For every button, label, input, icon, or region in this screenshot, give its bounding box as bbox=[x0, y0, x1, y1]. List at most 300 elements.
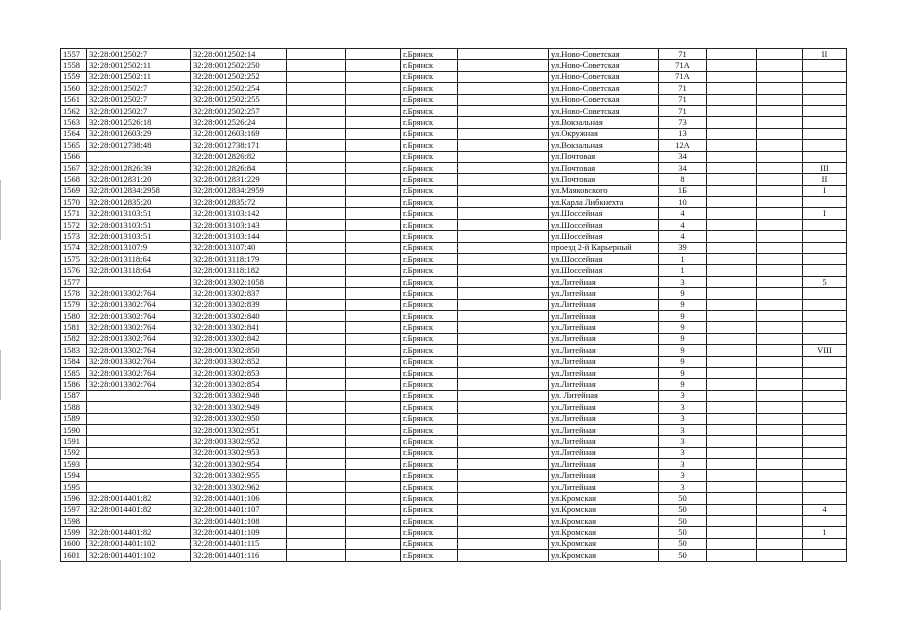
city-cell: г.Брянск bbox=[401, 242, 458, 253]
row-number: 1567 bbox=[61, 162, 87, 173]
empty-cell bbox=[458, 424, 549, 435]
table-row bbox=[61, 185, 847, 196]
empty-cell bbox=[707, 459, 757, 470]
row-number: 1576 bbox=[61, 265, 87, 276]
house-number-cell: 3 bbox=[659, 390, 707, 401]
house-number-cell: 3 bbox=[659, 424, 707, 435]
city-cell: г.Брянск bbox=[401, 310, 458, 321]
empty-cell bbox=[458, 504, 549, 515]
empty-cell bbox=[458, 481, 549, 492]
house-number-cell: 73 bbox=[659, 117, 707, 128]
empty-cell bbox=[287, 94, 346, 105]
mark-cell bbox=[803, 470, 847, 481]
street-cell: ул.Окружная bbox=[549, 128, 659, 139]
street-cell: ул.Кромская bbox=[549, 493, 659, 504]
mark-cell bbox=[803, 481, 847, 492]
city-cell: г.Брянск bbox=[401, 504, 458, 515]
empty-cell bbox=[287, 299, 346, 310]
cadastral-number: 32:28:0012502:255 bbox=[191, 94, 287, 105]
empty-cell bbox=[346, 265, 401, 276]
street-cell: ул.Ново-Советская bbox=[549, 49, 659, 60]
empty-cell bbox=[757, 402, 803, 413]
row-number: 1569 bbox=[61, 185, 87, 196]
cadastral-number: 32:28:0012738:171 bbox=[191, 140, 287, 151]
row-number: 1593 bbox=[61, 459, 87, 470]
empty-cell bbox=[707, 162, 757, 173]
empty-cell bbox=[757, 276, 803, 287]
empty-cell bbox=[757, 379, 803, 390]
cadastral-number: 32:28:0014401:109 bbox=[191, 527, 287, 538]
empty-cell bbox=[346, 140, 401, 151]
cadastral-number-parent: 32:28:0012502:7 bbox=[87, 94, 191, 105]
street-cell: ул.Вокзальная bbox=[549, 140, 659, 151]
empty-cell bbox=[346, 436, 401, 447]
city-cell: г.Брянск bbox=[401, 60, 458, 71]
empty-cell bbox=[707, 219, 757, 230]
row-number: 1587 bbox=[61, 390, 87, 401]
house-number-cell: 3 bbox=[659, 402, 707, 413]
empty-cell bbox=[458, 493, 549, 504]
empty-cell bbox=[757, 174, 803, 185]
table-row bbox=[61, 94, 847, 105]
city-cell: г.Брянск bbox=[401, 174, 458, 185]
empty-cell bbox=[287, 402, 346, 413]
empty-cell bbox=[757, 390, 803, 401]
empty-cell bbox=[757, 94, 803, 105]
row-number: 1561 bbox=[61, 94, 87, 105]
empty-cell bbox=[346, 299, 401, 310]
cadastral-number-parent: 32:28:0013302:764 bbox=[87, 356, 191, 367]
street-cell: ул.Литейная bbox=[549, 447, 659, 458]
row-number: 1562 bbox=[61, 105, 87, 116]
house-number-cell: 50 bbox=[659, 516, 707, 527]
empty-cell bbox=[346, 105, 401, 116]
cadastral-number-parent: 32:28:0012826:39 bbox=[87, 162, 191, 173]
table-row bbox=[61, 424, 847, 435]
empty-cell bbox=[287, 367, 346, 378]
cadastral-number: 32:28:0013302:1058 bbox=[191, 276, 287, 287]
empty-cell bbox=[707, 333, 757, 344]
empty-cell bbox=[707, 105, 757, 116]
empty-cell bbox=[287, 60, 346, 71]
empty-cell bbox=[458, 83, 549, 94]
empty-cell bbox=[707, 83, 757, 94]
empty-cell bbox=[458, 219, 549, 230]
city-cell: г.Брянск bbox=[401, 322, 458, 333]
house-number-cell: 71А bbox=[659, 60, 707, 71]
street-cell: ул.Литейная bbox=[549, 459, 659, 470]
empty-cell bbox=[707, 276, 757, 287]
table-row bbox=[61, 538, 847, 549]
empty-cell bbox=[458, 379, 549, 390]
city-cell: г.Брянск bbox=[401, 402, 458, 413]
city-cell: г.Брянск bbox=[401, 49, 458, 60]
table-row bbox=[61, 208, 847, 219]
cadastral-number: 32:28:0013302:950 bbox=[191, 413, 287, 424]
street-cell: ул.Кромская bbox=[549, 504, 659, 515]
row-number: 1578 bbox=[61, 288, 87, 299]
city-cell: г.Брянск bbox=[401, 83, 458, 94]
empty-cell bbox=[707, 436, 757, 447]
table-row bbox=[61, 390, 847, 401]
cadastral-number-parent: 32:28:0013118:64 bbox=[87, 254, 191, 265]
empty-cell bbox=[346, 117, 401, 128]
table-row bbox=[61, 493, 847, 504]
city-cell: г.Брянск bbox=[401, 299, 458, 310]
cadastral-number-parent: 32:28:0012603:29 bbox=[87, 128, 191, 139]
empty-cell bbox=[757, 71, 803, 82]
house-number-cell: 4 bbox=[659, 219, 707, 230]
city-cell: г.Брянск bbox=[401, 516, 458, 527]
table-row bbox=[61, 276, 847, 287]
empty-cell bbox=[458, 60, 549, 71]
row-number: 1557 bbox=[61, 49, 87, 60]
mark-cell bbox=[803, 516, 847, 527]
empty-cell bbox=[287, 527, 346, 538]
table-row bbox=[61, 288, 847, 299]
table-row bbox=[61, 60, 847, 71]
cadastral-number: 32:28:0013302:953 bbox=[191, 447, 287, 458]
empty-cell bbox=[346, 254, 401, 265]
city-cell: г.Брянск bbox=[401, 356, 458, 367]
cadastral-number-parent bbox=[87, 516, 191, 527]
mark-cell bbox=[803, 231, 847, 242]
house-number-cell: 3 bbox=[659, 481, 707, 492]
mark-cell bbox=[803, 83, 847, 94]
empty-cell bbox=[287, 71, 346, 82]
street-cell: ул.Кромская bbox=[549, 527, 659, 538]
empty-cell bbox=[287, 208, 346, 219]
house-number-cell: 3 bbox=[659, 470, 707, 481]
cadastral-number-parent: 32:28:0013302:764 bbox=[87, 288, 191, 299]
scan-edge-mark bbox=[0, 180, 1, 240]
empty-cell bbox=[287, 379, 346, 390]
cadastral-number: 32:28:0013302:840 bbox=[191, 310, 287, 321]
house-number-cell: 50 bbox=[659, 538, 707, 549]
empty-cell bbox=[346, 367, 401, 378]
empty-cell bbox=[757, 117, 803, 128]
street-cell: ул.Литейная bbox=[549, 356, 659, 367]
table-row bbox=[61, 459, 847, 470]
empty-cell bbox=[287, 447, 346, 458]
mark-cell bbox=[803, 128, 847, 139]
mark-cell bbox=[803, 140, 847, 151]
empty-cell bbox=[346, 527, 401, 538]
street-cell: проезд 2-й Карьерный bbox=[549, 242, 659, 253]
house-number-cell: 1Б bbox=[659, 185, 707, 196]
empty-cell bbox=[287, 538, 346, 549]
mark-cell bbox=[803, 538, 847, 549]
cadastral-number: 32:28:0013302:839 bbox=[191, 299, 287, 310]
house-number-cell: 9 bbox=[659, 333, 707, 344]
house-number-cell: 9 bbox=[659, 379, 707, 390]
cadastral-number-parent: 32:28:0012835:20 bbox=[87, 197, 191, 208]
empty-cell bbox=[707, 49, 757, 60]
empty-cell bbox=[458, 516, 549, 527]
empty-cell bbox=[707, 424, 757, 435]
house-number-cell: 50 bbox=[659, 504, 707, 515]
mark-cell: I bbox=[803, 208, 847, 219]
mark-cell bbox=[803, 219, 847, 230]
street-cell: ул.Литейная bbox=[549, 379, 659, 390]
cadastral-number-parent bbox=[87, 151, 191, 162]
cadastral-number-parent: 32:28:0012502:11 bbox=[87, 71, 191, 82]
empty-cell bbox=[707, 367, 757, 378]
empty-cell bbox=[757, 49, 803, 60]
row-number: 1596 bbox=[61, 493, 87, 504]
street-cell: ул.Литейная bbox=[549, 288, 659, 299]
cadastral-number-parent: 32:28:0013302:764 bbox=[87, 333, 191, 344]
row-number: 1601 bbox=[61, 550, 87, 561]
house-number-cell: 71 bbox=[659, 105, 707, 116]
cadastral-number-parent bbox=[87, 402, 191, 413]
cadastral-number: 32:28:0012502:254 bbox=[191, 83, 287, 94]
mark-cell bbox=[803, 333, 847, 344]
mark-cell bbox=[803, 151, 847, 162]
mark-cell bbox=[803, 459, 847, 470]
table-row bbox=[61, 356, 847, 367]
row-number: 1597 bbox=[61, 504, 87, 515]
table-row bbox=[61, 447, 847, 458]
house-number-cell: 9 bbox=[659, 310, 707, 321]
row-number: 1558 bbox=[61, 60, 87, 71]
mark-cell: VIII bbox=[803, 345, 847, 356]
empty-cell bbox=[757, 447, 803, 458]
empty-cell bbox=[458, 185, 549, 196]
house-number-cell: 8 bbox=[659, 174, 707, 185]
mark-cell: 1 bbox=[803, 527, 847, 538]
mark-cell: 5 bbox=[803, 276, 847, 287]
empty-cell bbox=[707, 310, 757, 321]
cadastral-number: 32:28:0013302:949 bbox=[191, 402, 287, 413]
city-cell: г.Брянск bbox=[401, 276, 458, 287]
cadastral-number-parent bbox=[87, 447, 191, 458]
empty-cell bbox=[346, 162, 401, 173]
empty-cell bbox=[346, 242, 401, 253]
house-number-cell: 13 bbox=[659, 128, 707, 139]
empty-cell bbox=[458, 94, 549, 105]
empty-cell bbox=[346, 151, 401, 162]
empty-cell bbox=[458, 276, 549, 287]
empty-cell bbox=[287, 162, 346, 173]
empty-cell bbox=[287, 83, 346, 94]
house-number-cell: 71 bbox=[659, 83, 707, 94]
empty-cell bbox=[707, 538, 757, 549]
empty-cell bbox=[757, 493, 803, 504]
table-row bbox=[61, 174, 847, 185]
cadastral-number-parent: 32:28:0012502:7 bbox=[87, 105, 191, 116]
empty-cell bbox=[346, 71, 401, 82]
empty-cell bbox=[346, 174, 401, 185]
cadastral-number: 32:28:0012835:72 bbox=[191, 197, 287, 208]
empty-cell bbox=[287, 436, 346, 447]
empty-cell bbox=[707, 94, 757, 105]
house-number-cell: 1 bbox=[659, 254, 707, 265]
empty-cell bbox=[458, 197, 549, 208]
city-cell: г.Брянск bbox=[401, 367, 458, 378]
cadastral-number: 32:28:0012603:169 bbox=[191, 128, 287, 139]
empty-cell bbox=[458, 231, 549, 242]
empty-cell bbox=[707, 356, 757, 367]
empty-cell bbox=[757, 504, 803, 515]
empty-cell bbox=[757, 322, 803, 333]
empty-cell bbox=[346, 516, 401, 527]
empty-cell bbox=[287, 242, 346, 253]
cadastral-number: 32:28:0013302:852 bbox=[191, 356, 287, 367]
cadastral-number-parent: 32:28:0014401:102 bbox=[87, 550, 191, 561]
empty-cell bbox=[707, 493, 757, 504]
empty-cell bbox=[707, 413, 757, 424]
cadastral-number: 32:28:0013302:837 bbox=[191, 288, 287, 299]
city-cell: г.Брянск bbox=[401, 128, 458, 139]
table-row bbox=[61, 299, 847, 310]
row-number: 1571 bbox=[61, 208, 87, 219]
cadastral-number: 32:28:0012526:24 bbox=[191, 117, 287, 128]
cadastral-number-parent: 32:28:0012831:20 bbox=[87, 174, 191, 185]
row-number: 1586 bbox=[61, 379, 87, 390]
mark-cell bbox=[803, 413, 847, 424]
empty-cell bbox=[287, 390, 346, 401]
cadastral-number: 32:28:0013302:952 bbox=[191, 436, 287, 447]
table-row bbox=[61, 117, 847, 128]
city-cell: г.Брянск bbox=[401, 94, 458, 105]
city-cell: г.Брянск bbox=[401, 162, 458, 173]
house-number-cell: 3 bbox=[659, 459, 707, 470]
empty-cell bbox=[458, 436, 549, 447]
cadastral-number: 32:28:0014401:107 bbox=[191, 504, 287, 515]
cadastral-number: 32:28:0012826:82 bbox=[191, 151, 287, 162]
empty-cell bbox=[287, 174, 346, 185]
empty-cell bbox=[458, 413, 549, 424]
street-cell: ул.Ново-Советская bbox=[549, 71, 659, 82]
empty-cell bbox=[707, 516, 757, 527]
empty-cell bbox=[346, 288, 401, 299]
house-number-cell: 9 bbox=[659, 367, 707, 378]
empty-cell bbox=[346, 231, 401, 242]
scan-edge-mark bbox=[0, 350, 1, 400]
empty-cell bbox=[346, 504, 401, 515]
street-cell: ул.Шоссейная bbox=[549, 265, 659, 276]
table-row bbox=[61, 254, 847, 265]
empty-cell bbox=[757, 128, 803, 139]
street-cell: ул.Ново-Советская bbox=[549, 105, 659, 116]
empty-cell bbox=[287, 140, 346, 151]
mark-cell bbox=[803, 197, 847, 208]
table-row bbox=[61, 310, 847, 321]
table-row bbox=[61, 83, 847, 94]
empty-cell bbox=[287, 345, 346, 356]
empty-cell bbox=[346, 322, 401, 333]
empty-cell bbox=[287, 128, 346, 139]
cadastral-number-parent: 32:28:0012502:11 bbox=[87, 60, 191, 71]
table-row bbox=[61, 345, 847, 356]
city-cell: г.Брянск bbox=[401, 413, 458, 424]
empty-cell bbox=[346, 538, 401, 549]
row-number: 1563 bbox=[61, 117, 87, 128]
mark-cell: II bbox=[803, 174, 847, 185]
cadastral-number-parent: 32:28:0014401:82 bbox=[87, 504, 191, 515]
mark-cell bbox=[803, 322, 847, 333]
empty-cell bbox=[458, 390, 549, 401]
house-number-cell: 4 bbox=[659, 208, 707, 219]
house-number-cell: 34 bbox=[659, 151, 707, 162]
empty-cell bbox=[458, 527, 549, 538]
cadastral-number-parent: 32:28:0013107:9 bbox=[87, 242, 191, 253]
empty-cell bbox=[757, 367, 803, 378]
row-number: 1589 bbox=[61, 413, 87, 424]
house-number-cell: 71 bbox=[659, 49, 707, 60]
empty-cell bbox=[346, 83, 401, 94]
house-number-cell: 4 bbox=[659, 231, 707, 242]
row-number: 1600 bbox=[61, 538, 87, 549]
empty-cell bbox=[757, 162, 803, 173]
city-cell: г.Брянск bbox=[401, 231, 458, 242]
empty-cell bbox=[287, 49, 346, 60]
city-cell: г.Брянск bbox=[401, 333, 458, 344]
cadastral-number: 32:28:0013103:143 bbox=[191, 219, 287, 230]
empty-cell bbox=[346, 459, 401, 470]
table-row bbox=[61, 481, 847, 492]
cadastral-number: 32:28:0013302:842 bbox=[191, 333, 287, 344]
street-cell: ул.Литейная bbox=[549, 413, 659, 424]
empty-cell bbox=[707, 322, 757, 333]
empty-cell bbox=[287, 288, 346, 299]
cadastral-number: 32:28:0013302:955 bbox=[191, 470, 287, 481]
row-number: 1572 bbox=[61, 219, 87, 230]
empty-cell bbox=[757, 538, 803, 549]
empty-cell bbox=[458, 470, 549, 481]
empty-cell bbox=[287, 481, 346, 492]
empty-cell bbox=[458, 550, 549, 561]
row-number: 1590 bbox=[61, 424, 87, 435]
cadastral-number: 32:28:0013118:179 bbox=[191, 254, 287, 265]
empty-cell bbox=[458, 162, 549, 173]
cadastral-number-parent: 32:28:0014401:102 bbox=[87, 538, 191, 549]
empty-cell bbox=[458, 459, 549, 470]
empty-cell bbox=[757, 299, 803, 310]
cadastral-number-parent bbox=[87, 470, 191, 481]
mark-cell bbox=[803, 105, 847, 116]
empty-cell bbox=[458, 174, 549, 185]
empty-cell bbox=[707, 174, 757, 185]
empty-cell bbox=[707, 345, 757, 356]
mark-cell bbox=[803, 94, 847, 105]
empty-cell bbox=[707, 71, 757, 82]
house-number-cell: 3 bbox=[659, 276, 707, 287]
empty-cell bbox=[707, 470, 757, 481]
table-row bbox=[61, 49, 847, 60]
empty-cell bbox=[458, 105, 549, 116]
empty-cell bbox=[458, 208, 549, 219]
empty-cell bbox=[707, 550, 757, 561]
empty-cell bbox=[707, 379, 757, 390]
cadastral-number: 32:28:0013302:962 bbox=[191, 481, 287, 492]
empty-cell bbox=[707, 231, 757, 242]
empty-cell bbox=[287, 424, 346, 435]
empty-cell bbox=[458, 402, 549, 413]
empty-cell bbox=[346, 333, 401, 344]
cadastral-number-parent: 32:28:0013118:64 bbox=[87, 265, 191, 276]
street-cell: ул.Литейная bbox=[549, 367, 659, 378]
cadastral-number: 32:28:0013302:948 bbox=[191, 390, 287, 401]
cadastral-number: 32:28:0014401:106 bbox=[191, 493, 287, 504]
city-cell: г.Брянск bbox=[401, 447, 458, 458]
cadastral-number-parent: 32:28:0013103:51 bbox=[87, 208, 191, 219]
empty-cell bbox=[346, 447, 401, 458]
cadastral-number: 32:28:0012831:229 bbox=[191, 174, 287, 185]
empty-cell bbox=[757, 310, 803, 321]
street-cell: ул.Ново-Советская bbox=[549, 83, 659, 94]
